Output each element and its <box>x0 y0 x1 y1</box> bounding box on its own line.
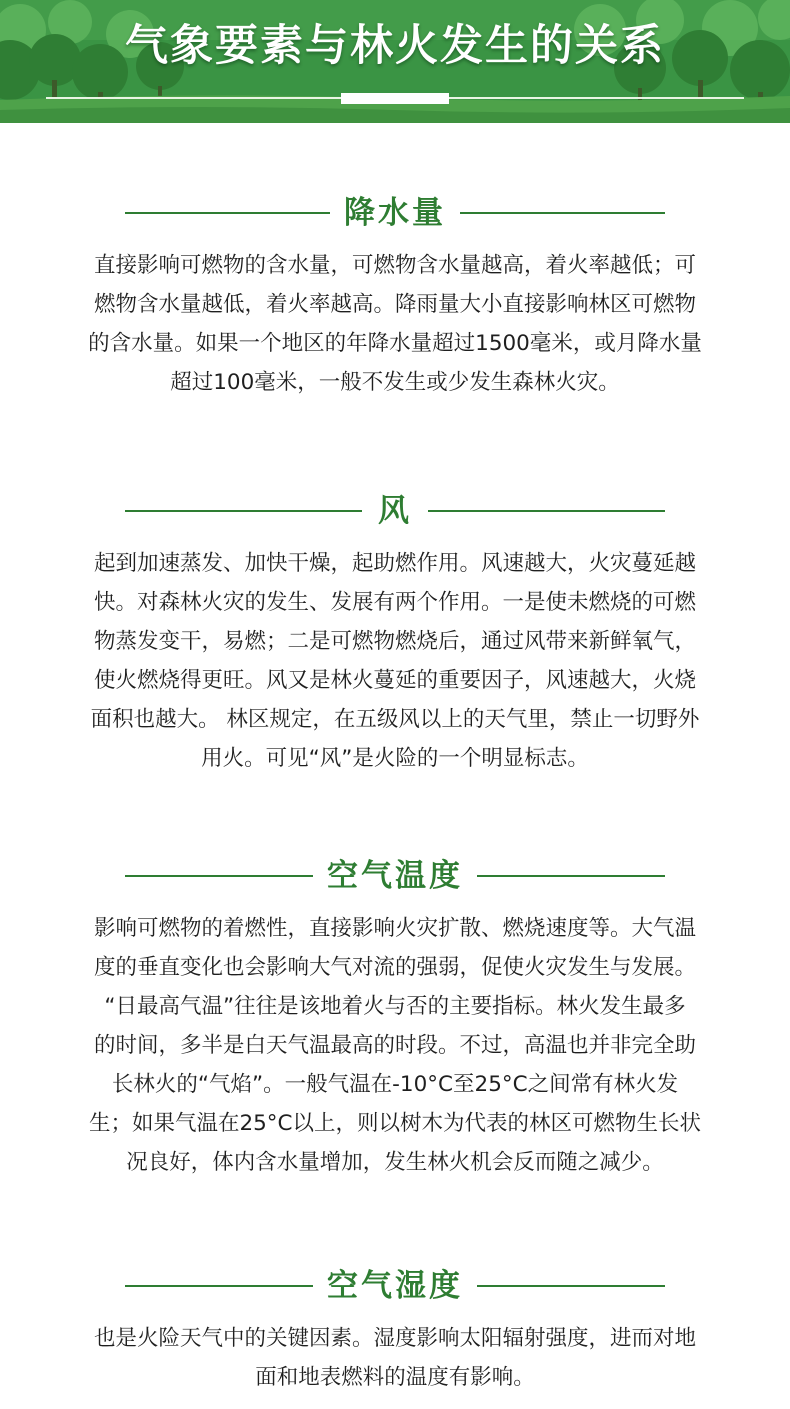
header-banner <box>0 0 790 123</box>
section-body <box>0 544 790 778</box>
section-wind <box>0 488 790 778</box>
paragraph-line: 面积也越大。 林区规定，在五级风以上的天气里，禁止一切野外 <box>90 707 700 732</box>
section-title: 空气温度 <box>327 858 463 894</box>
paragraph-line: 燃物含水量越低，着火率越高。降雨量大小直接影响林区可燃物 <box>93 292 696 317</box>
section-title: 降水量 <box>344 195 446 231</box>
paragraph-line: 的时间，多半是白天气温最高的时段。不过，高温也并非完全助 <box>93 1033 696 1058</box>
paragraph-line: 使火燃烧得更旺。风又是林火蔓延的重要因子，风速越大，火烧 <box>93 668 696 693</box>
section-body <box>0 1319 790 1397</box>
section-body <box>0 246 790 402</box>
paragraph-line: 直接影响可燃物的含水量，可燃物含水量越高，着火率越低；可 <box>93 253 696 278</box>
section-title: 风 <box>378 493 412 529</box>
section-precipitation <box>0 190 790 402</box>
paragraph-line: 影响可燃物的着燃性，直接影响火灾扩散、燃烧速度等。大气温 <box>93 916 696 941</box>
paragraph-line: 起到加速蒸发、加快干燥，起助燃作用。风速越大，火灾蔓延越 <box>93 551 696 576</box>
section-header <box>0 488 790 534</box>
section-title: 空气湿度 <box>327 1268 463 1304</box>
section-header <box>0 1263 790 1309</box>
section-body <box>0 909 790 1182</box>
paragraph-line: 用火。可见“风”是火险的一个明显标志。 <box>201 746 589 771</box>
page-title: 气象要素与林火发生的关系 <box>125 21 665 71</box>
paragraph-line: 快。对森林火灾的发生、发展有两个作用。一是使未燃烧的可燃 <box>93 590 696 615</box>
paragraph-line: 度的垂直变化也会影响大气对流的强弱，促使火灾发生与发展。 <box>93 955 696 980</box>
paragraph-line: 况良好，体内含水量增加，发生林火机会反而随之减少。 <box>126 1150 664 1175</box>
section-air-temperature <box>0 853 790 1182</box>
paragraph-line: “日最高气温”往往是该地着火与否的主要指标。林火发生最多 <box>104 994 686 1019</box>
paragraph-line: 长林火的“气焰”。一般气温在-10°C至25°C之间常有林火发 <box>111 1072 679 1097</box>
paragraph-line: 的含水量。如果一个地区的年降水量超过1500毫米，或月降水量 <box>88 331 702 356</box>
paragraph-line: 物蒸发变干，易燃；二是可燃物燃烧后，通过风带来新鲜氧气， <box>93 629 696 654</box>
title-underline-bar <box>341 93 449 104</box>
section-header <box>0 853 790 899</box>
paragraph-line: 面和地表燃料的温度有影响。 <box>255 1365 535 1390</box>
paragraph-line: 生；如果气温在25°C以上，则以树木为代表的林区可燃物生长状 <box>88 1111 702 1136</box>
paragraph-line: 超过100毫米，一般不发生或少发生森林火灾。 <box>170 370 620 395</box>
paragraph-line: 也是火险天气中的关键因素。湿度影响太阳辐射强度，进而对地 <box>93 1326 696 1351</box>
section-header <box>0 190 790 236</box>
section-air-humidity <box>0 1263 790 1397</box>
